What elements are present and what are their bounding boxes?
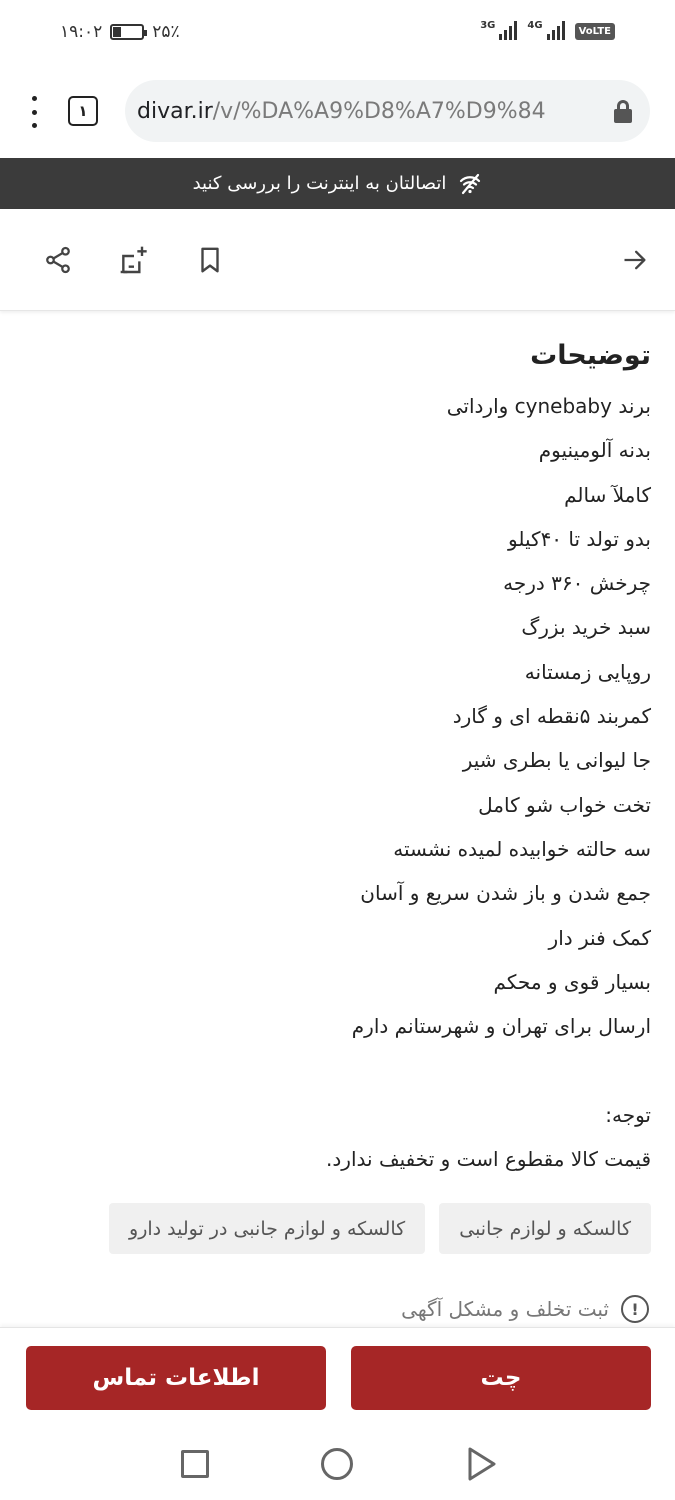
category-tags bbox=[109, 1203, 651, 1254]
status-left bbox=[60, 22, 180, 42]
recent-apps-icon[interactable] bbox=[181, 1450, 209, 1478]
description-line: کاملآ سالم bbox=[564, 482, 651, 507]
battery-percent: ۲۵٪ bbox=[152, 22, 180, 42]
description-line: بسیار قوی و محکم bbox=[493, 969, 651, 994]
offline-banner-text: اتصالتان به اینترنت را بررسی کنید bbox=[192, 173, 447, 194]
description-line: برند cynebaby وارداتی bbox=[446, 394, 651, 418]
description-line: کمک فنر دار bbox=[548, 925, 651, 950]
network-label-4g: 4G bbox=[527, 20, 543, 31]
description-line: بدنه آلومینیوم bbox=[538, 438, 651, 463]
description-line: کمربند ۵نقطه ای و گارد bbox=[452, 704, 651, 729]
signal-icon bbox=[499, 20, 517, 40]
category-tag[interactable]: کالسکه و لوازم جانبی bbox=[439, 1203, 651, 1254]
address-bar[interactable] bbox=[125, 80, 650, 142]
browser-toolbar bbox=[0, 68, 675, 158]
status-bar bbox=[0, 0, 675, 68]
lock-icon[interactable] bbox=[610, 98, 636, 124]
signal-icon bbox=[547, 20, 565, 40]
description-line: سه حالته خوابیده لمیده نشسته bbox=[393, 836, 651, 861]
more-vert-icon[interactable] bbox=[22, 92, 46, 132]
description-blank-line bbox=[24, 1048, 651, 1092]
url-text bbox=[137, 99, 604, 124]
ad-action-header bbox=[0, 209, 675, 311]
category-tag[interactable]: کالسکه و لوازم جانبی در تولید دارو bbox=[109, 1203, 425, 1254]
battery-icon bbox=[110, 24, 144, 40]
report-ad-link[interactable] bbox=[401, 1295, 649, 1323]
url-domain: divar.ir bbox=[137, 98, 213, 124]
status-right bbox=[480, 20, 615, 40]
description-line: قیمت کالا مقطوع است و تخفیف ندارد. bbox=[326, 1147, 651, 1172]
wifi-off-icon bbox=[458, 172, 482, 196]
system-nav-bar bbox=[0, 1430, 675, 1500]
add-note-icon[interactable] bbox=[116, 242, 152, 278]
description-line: بدو تولد تا ۴۰کیلو bbox=[508, 526, 651, 551]
contact-info-button[interactable]: اطلاعات تماس bbox=[26, 1346, 326, 1410]
description-line: سبد خرید بزرگ bbox=[521, 615, 651, 640]
description-line: روپایی زمستانه bbox=[524, 659, 651, 684]
share-icon[interactable] bbox=[40, 242, 76, 278]
tab-switcher-button[interactable]: ۱ bbox=[68, 96, 98, 126]
bookmark-icon[interactable] bbox=[192, 242, 228, 278]
back-icon[interactable] bbox=[466, 1446, 498, 1482]
back-arrow-icon[interactable] bbox=[617, 242, 653, 278]
exclamation-circle-icon: ! bbox=[621, 1295, 649, 1323]
description-line: جمع شدن و باز شدن سریع و آسان bbox=[360, 881, 651, 906]
volte-badge: VoLTE bbox=[575, 23, 615, 40]
network-label-3g: 3G bbox=[480, 20, 496, 31]
description-line: تخت خواب شو کامل bbox=[478, 792, 651, 817]
chat-button[interactable]: چت bbox=[351, 1346, 651, 1410]
description-line: توجه: bbox=[605, 1102, 651, 1127]
description-title: توضیحات bbox=[530, 340, 651, 371]
description-line: جا لیوانی یا بطری شیر bbox=[462, 748, 651, 773]
bottom-action-bar bbox=[0, 1327, 675, 1430]
status-time: ۱۹:۰۲ bbox=[60, 22, 103, 42]
home-icon[interactable] bbox=[321, 1448, 353, 1480]
description-section bbox=[24, 330, 651, 1181]
report-ad-label: ثبت تخلف و مشکل آگهی bbox=[401, 1297, 609, 1321]
description-line: چرخش ۳۶۰ درجه bbox=[503, 571, 651, 596]
url-path: /v/%DA%A9%D8%A7%D9%84 bbox=[212, 98, 546, 124]
description-line: ارسال برای تهران و شهرستانم دارم bbox=[351, 1014, 651, 1039]
offline-banner bbox=[0, 158, 675, 209]
